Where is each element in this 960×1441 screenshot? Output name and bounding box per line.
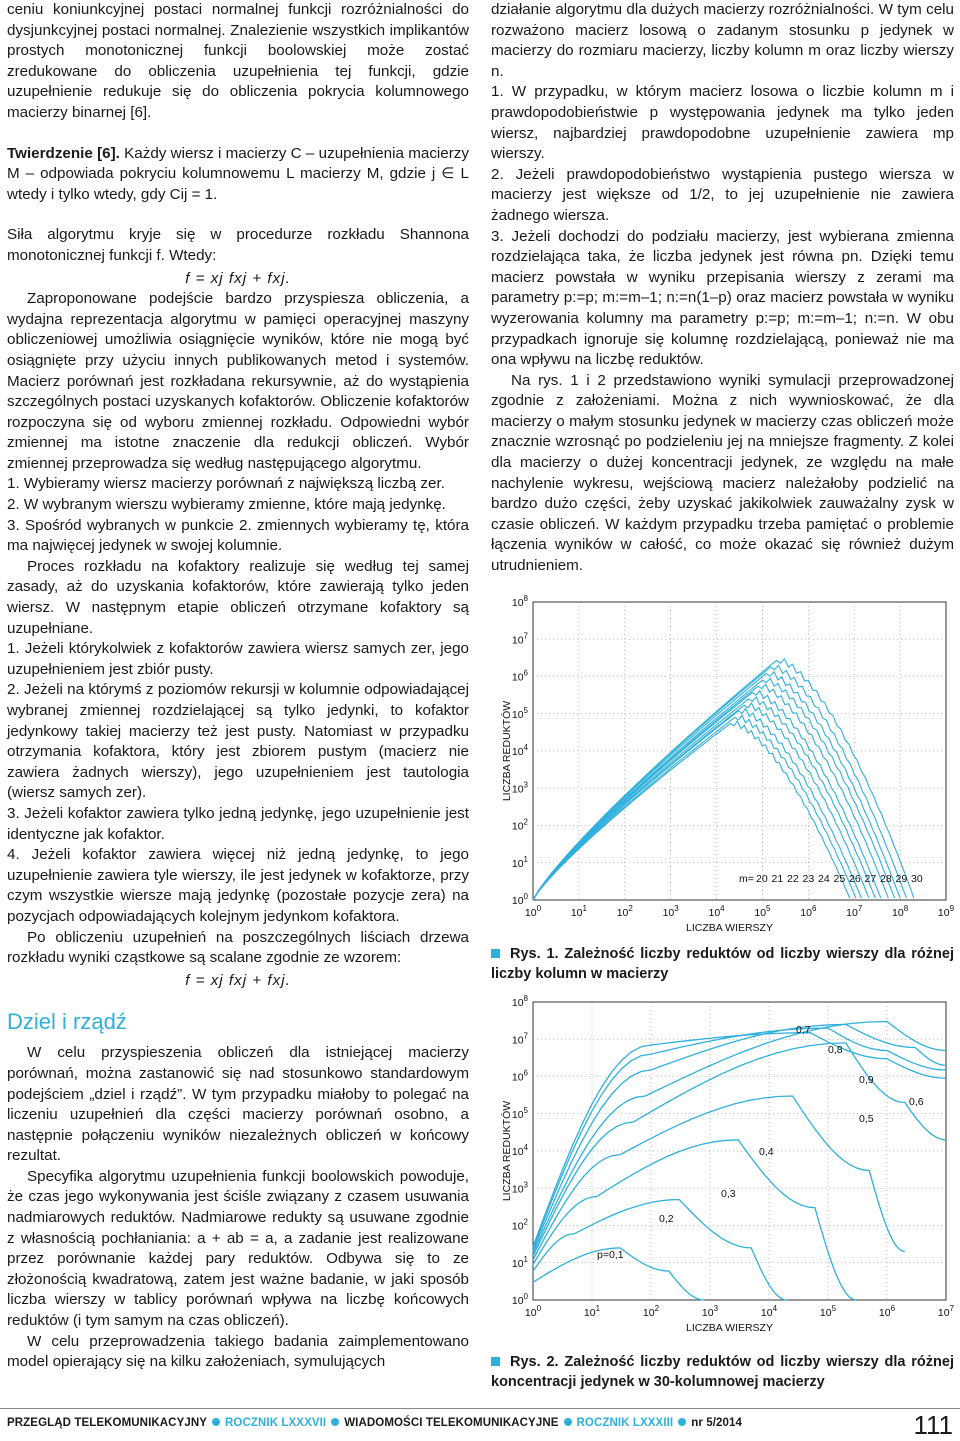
legend-entry: 24 xyxy=(818,873,830,885)
x-tick-label: $10^2$ xyxy=(642,1304,660,1319)
rule-item: 3. Jeżeli kofaktor zawiera tylko jedną jedynkę, jego uzupełnienie jest identyczne jak kofaktor. xyxy=(7,804,469,843)
issue-number: nr 5/2014 xyxy=(691,1417,742,1429)
x-tick-label: $10^2$ xyxy=(616,904,633,919)
x-tick-label: $10^1$ xyxy=(583,1304,601,1319)
assumption-item: 1. W przypadku, w którym macierz losowa o liczbie kolumn m i prawdopodobieństwie p występowania jedynek ma tylko jeden wiersz, najbardziej prawdopodobne uzupełnienie zawiera mp wierszy. xyxy=(491,83,954,163)
series-label: p=0,1 xyxy=(597,1249,624,1261)
legend-entry: 29 xyxy=(895,873,908,885)
series-line-0,5 xyxy=(533,1043,946,1256)
y-axis-label: LICZBA REDUKTÓW xyxy=(501,1100,513,1202)
algorithm-step: 1. Wybieramy wiersz macierzy porównań z największą liczbą zer. xyxy=(7,475,445,493)
series-label: 0,3 xyxy=(721,1188,736,1200)
series-line-m-29 xyxy=(533,665,906,900)
x-tick-label: $10^3$ xyxy=(662,904,679,919)
y-tick-label: $10^1$ xyxy=(511,854,528,870)
x-tick-label: $10^5$ xyxy=(754,904,771,919)
assumption-item: 3. Jeżeli dochodzi do podziału macierzy, jest wybierana zmienna rozdzielająca taka, że liczba jedynek jest równa pn. Dzięki temu macierz powstała w wyniku przepisania wierszy z zerami ma parametry p:=p; m:=m–1; n:=n(1–p) oraz macierz powstała w wyniku wyzerowania kolumny ma parametry p:=p; m:=m–1; n:=n. W obu przypadkach ignoruje się kolumnę rozdzielającą, ponieważ nie ma ona wpływu na liczbę reduktów. xyxy=(491,227,954,369)
x-axis-label: LICZBA WIERSZY xyxy=(686,922,773,934)
legend-entry: 28 xyxy=(880,873,892,885)
assumption-item: 2. Jeżeli prawdopodobieństwo wystąpienia pustego wiersza w macierzy jest większe od 1/2, to jej uzupełnienie nie zawiera żadnego wiersza. xyxy=(491,165,954,224)
series-label: 0,9 xyxy=(859,1074,874,1086)
paragraph: ceniu koniunkcyjnej postaci normalnej funkcji rozróżnialności do dysjunkcyjnej postaci normalnej. Znalezienie wszystkich implikantów prostych monotonicznej funkcji boolowskiej może zostać zredukowane do obliczenia uzupełnienia tej funkcji, gdzie uzupełnienie redukuje się do obliczenia pokrycia kolumnowego macierzy binarnej [6]. xyxy=(7,1,469,121)
caption-bullet xyxy=(491,1357,500,1366)
legend-entry: 23 xyxy=(802,873,815,885)
y-tick-label: $10^6$ xyxy=(511,1068,528,1084)
x-tick-label: $10^6$ xyxy=(878,1304,896,1319)
figure-1-chart xyxy=(491,590,956,935)
y-tick-label: $10^4$ xyxy=(511,743,528,758)
y-tick-label: $10^8$ xyxy=(511,994,528,1009)
theorem xyxy=(7,144,469,206)
x-tick-label: $10^4$ xyxy=(708,904,725,919)
y-tick-label: $10^5$ xyxy=(511,705,528,721)
series-line-0,4 xyxy=(533,1096,905,1260)
paragraph: działanie algorytmu dla dużych macierzy rozróżnialności. W tym celu rozważono macierz losową o zadanym stosunku p jedynek w macierzy do rozmiaru macierzy, liczby kolumn m oraz liczby wierszy n. xyxy=(491,1,954,80)
y-tick-label: $10^3$ xyxy=(511,780,528,796)
rule-item: 1. Jeżeli którykolwiek z kofaktorów zawiera wiersz samych zer, jego uzupełnieniem jest zbiór pusty. xyxy=(7,640,469,678)
bullet-dot-icon xyxy=(331,1418,339,1426)
bullet-dot-icon xyxy=(678,1418,686,1426)
series-line-m-25 xyxy=(533,691,881,900)
paragraph: Specyfika algorytmu uzupełnienia funkcji boolowskich powoduje, że czas jego wykonywania jest ściśle związany z czasem usuwania nadmiarowych reduktów. Nadmiarowe redukty są usuwane zgodnie z własnością pochłaniania: a + ab = a, a zadanie jest realizowane przez porównanie każdej pary reduktów. Odbywa się to ze złożonością kwadratową, zatem jest ważne badanie, w jaki sposób liczba wierszy w tablicy porównań wpływa na liczbę końcowych reduktów (i tym samym na czas obliczeń). xyxy=(7,1167,469,1330)
legend-entry: 20 xyxy=(756,873,768,885)
legend-entry: 30 xyxy=(911,873,923,885)
y-tick-label: $10^7$ xyxy=(511,1031,528,1047)
series-line-0,9 xyxy=(533,1033,946,1247)
series-label: 0,7 xyxy=(796,1024,811,1036)
y-tick-label: $10^6$ xyxy=(511,668,528,684)
x-tick-label: $10^4$ xyxy=(760,1304,778,1319)
journal-name: WIADOMOŚCI TELEKOMUNIKACYJNE xyxy=(344,1417,559,1429)
paragraph: Proces rozkładu na kofaktory realizuje się według tej samej zasady, aż do uzyskania kofaktorów, które zawierają tylko jeden wiersz. W następnym etapie obliczeń otrzymane kofaktory są uzupełniane. xyxy=(7,557,469,637)
left-column xyxy=(7,0,469,1373)
x-tick-label: $10^0$ xyxy=(524,1304,542,1319)
x-tick-label: $10^8$ xyxy=(892,904,909,919)
y-tick-label: $10^4$ xyxy=(511,1143,528,1158)
y-tick-label: $10^1$ xyxy=(511,1254,528,1270)
legend-entry: 26 xyxy=(849,873,861,885)
x-axis-label: LICZBA WIERSZY xyxy=(686,1322,773,1334)
footer-rule xyxy=(0,1408,960,1409)
x-tick-label: $10^1$ xyxy=(570,904,587,919)
x-tick-label: $10^6$ xyxy=(800,904,817,919)
x-tick-label: $10^9$ xyxy=(937,904,955,919)
paragraph: Na rys. 1 i 2 przedstawiono wyniki symulacji przeprowadzonej zgodnie z założeniami. Można z nich wywnioskować, że dla macierzy o małym stosunku jedynek w macierzy czas obliczeń może znacznie wzrosnąć po podzieleniu jej na mniejsze fragmenty. Z kolei dla macierzy o dużej koncentracji jedynek, ze względu na małe nachylenie wykresu, wejściową macierz należałoby podzielić na bardzo dużo części, żeby uzyskać jakikolwiek zauważalny zysk w czasie obliczeń. W każdym przypadku trzeba pamiętać o problemie łączenia wyników w całość, co może okazać się również dużym utrudnieniem. xyxy=(491,371,954,575)
rule-item: 4. Jeżeli kofaktor zawiera więcej niż jedną jedynkę, to jego uzupełnienie zawiera tyle wierszy, ile jest jedynek w kofaktorze, przy czym wszystkie wiersze mają jedynkę (pozostałe pozycje zera) na pozycjach odpowiadających kolejnym jedynkom kofaktora. xyxy=(7,846,469,925)
legend-entry: 27 xyxy=(864,873,877,885)
series-label: 0,5 xyxy=(859,1113,874,1125)
footer xyxy=(7,1417,742,1429)
x-tick-label: $10^7$ xyxy=(846,904,863,919)
theorem-label: Twierdzenie [6]. xyxy=(7,144,120,162)
series-label: 0,6 xyxy=(909,1096,924,1108)
y-tick-label: $10^7$ xyxy=(511,631,528,647)
y-tick-label: $10^8$ xyxy=(511,594,528,609)
y-tick-label: $10^2$ xyxy=(511,1217,528,1233)
journal-name: PRZEGLĄD TELEKOMUNIKACYJNY xyxy=(7,1417,208,1429)
paragraph: Zaproponowane podejście bardzo przyspiesza obliczenia, a wydajna reprezentacja algorytmu w pamięci operacyjnej maszyny obliczeniowej umożliwia osiągnięcie wyników, które nie mogą być osiągnięte przy użyciu innych publikowanych metod i systemów. Macierz porównań jest rozkładana rekursywnie, aż do wystąpienia szczególnych postaci uzyskanych kofaktorów. Obliczenie kofaktorów rozpoczyna się od wyboru zmiennej rozkładu. Odpowiedni wybór zmiennej ma istotne znaczenie dla redukcji obliczeń. Wybór zmiennej przeprowadza się według następującego algorytmu. xyxy=(7,290,469,472)
legend-prefix: m= xyxy=(739,873,754,885)
journal-volume: ROCZNIK LXXXIII xyxy=(576,1417,674,1429)
theorem-text: Każdy wiersz i macierzy C – uzupełnienia macierzy M – odpowiada pokryciu kolumnowemu L macierzy M, gdzie j ∈ L wtedy i tylko wtedy, gdy Cij = 1. xyxy=(7,144,469,203)
series-line-m-27 xyxy=(533,678,895,900)
paragraph: W celu przeprowadzenia takiego badania zaimplementowano model opierający się na kilku założeniach, symulujących xyxy=(7,1332,469,1371)
y-tick-label: $10^2$ xyxy=(511,817,528,833)
x-tick-label: $10^7$ xyxy=(937,1304,955,1319)
plot-frame xyxy=(533,1002,946,1300)
paragraph: Po obliczeniu uzupełnień na poszczególnych liściach drzewa rozkładu wyniki cząstkowe są scalane zgodnie ze wzorem: xyxy=(7,928,469,967)
paragraph: Siła algorytmu kryje się w procedurze rozkładu Shannona monotonicznej funkcji f. Wtedy: xyxy=(7,226,469,264)
y-tick-label: $10^0$ xyxy=(511,892,528,907)
legend-entry: 21 xyxy=(771,873,784,885)
formula: f = xj fxj + fxj. xyxy=(185,269,291,287)
journal-volume: ROCZNIK LXXXVII xyxy=(225,1417,327,1429)
x-tick-label: $10^3$ xyxy=(701,1304,719,1319)
paragraph: W celu przyspieszenia obliczeń dla istniejącej macierzy porównań, można zastanowić się nad stosunkowo standardowym podejściem „dziel i rządź”. W tym przypadku miałoby to polegać na liczeniu uzupełnień dla części macierzy porównań osobno, a następnie połączeniu wyników niezależnych obliczeń w końcowy rezultat. xyxy=(7,1044,469,1165)
series-label: 0,2 xyxy=(659,1213,674,1225)
series-label: 0,4 xyxy=(759,1146,774,1158)
legend-entry: 22 xyxy=(787,873,799,885)
bullet-dot-icon xyxy=(212,1418,220,1426)
x-tick-label: $10^0$ xyxy=(524,904,542,919)
section-heading: Dziel i rządź xyxy=(7,1009,127,1035)
y-tick-label: $10^0$ xyxy=(511,1292,528,1307)
page-number: 111 xyxy=(913,1410,953,1440)
figure-1-caption: Rys. 1. Zależność liczby reduktów od liczby wierszy dla różnej liczby kolumn w macierzy xyxy=(491,946,954,982)
algorithm-step: 2. W wybranym wierszu wybieramy zmienne, które mają jedynkę. xyxy=(7,496,446,514)
series-line-m-30 xyxy=(533,659,914,900)
legend-entry: 25 xyxy=(833,873,846,885)
y-axis-label: LICZBA REDUKTÓW xyxy=(501,700,513,802)
y-tick-label: $10^3$ xyxy=(511,1180,528,1196)
caption-bullet xyxy=(491,949,500,958)
x-tick-label: $10^5$ xyxy=(819,1304,837,1319)
y-tick-label: $10^5$ xyxy=(511,1105,528,1121)
series-line-0,8 xyxy=(533,1028,946,1249)
bullet-dot-icon xyxy=(564,1418,572,1426)
formula: f = xj fxj + fxj. xyxy=(185,971,291,989)
right-column xyxy=(491,0,954,577)
rule-item: 2. Jeżeli na którymś z poziomów rekursji w kolumnie odpowiadającej wybranej zmiennej rozdzielającej są tylko jedynki, to kofaktor jedynkowy takiej macierzy też jest pusty. Natomiast w przypadku otrzymania kofaktora, który jest zbiorem pustym (macierz nie zawiera żadnych wierszy), jego uzupełnieniem jest tautologia (wiersz samych zer). xyxy=(7,681,469,802)
figure-2-chart xyxy=(491,990,956,1335)
algorithm-step: 3. Spośród wybranych w punkcie 2. zmiennych wybieramy tę, która ma najwięcej jedynek w swojej kolumnie. xyxy=(7,516,469,555)
figure-2-caption: Rys. 2. Zależność liczby reduktów od liczby wierszy dla różnej koncentracji jedynek w 30-kolumnowej macierzy xyxy=(491,1354,954,1390)
series-label: 0,8 xyxy=(828,1044,843,1056)
